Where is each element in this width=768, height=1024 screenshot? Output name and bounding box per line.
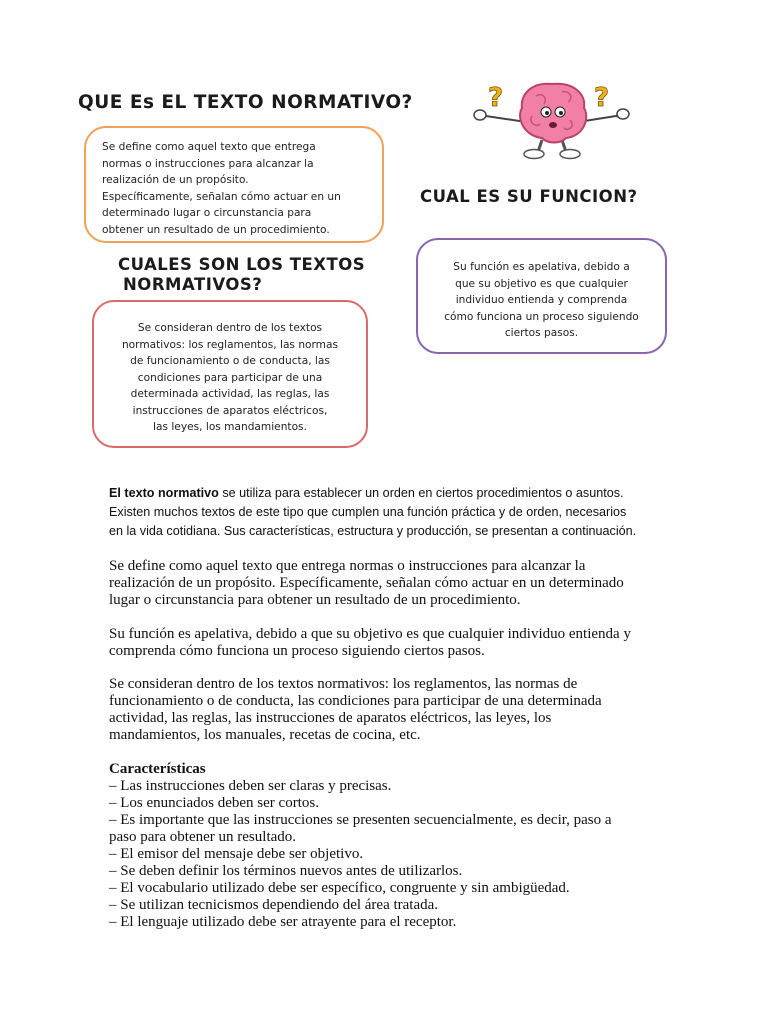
function-line: individuo entienda y comprenda	[455, 294, 628, 306]
intro-line	[109, 484, 709, 503]
caracteristica-item: – El lenguaje utilizado debe ser atrayente para el receptor.	[109, 914, 457, 930]
definition-box	[84, 126, 384, 243]
caracteristica-item: – Se deben definir los términos nuevos antes de utilizarlos.	[109, 863, 463, 879]
intro-line: Existen muchos textos de este tipo que cumplen una función práctica y de orden, necesarios	[109, 505, 627, 519]
caracteristica-item: – Es importante que las instrucciones se presenten secuencialmente, es decir, paso a	[109, 812, 612, 828]
definition-line: Específicamente, señalan cómo actuar en un	[102, 190, 341, 203]
definition-line: determinado lugar o circunstancia para	[102, 207, 312, 219]
heading-cuales	[118, 255, 365, 295]
cuales-line: Se consideran dentro de los textos	[137, 322, 323, 334]
cuales-box	[92, 300, 368, 448]
paragraph-line: Se consideran dentro de los textos normativos: los reglamentos, las normas de	[109, 676, 578, 692]
caracteristica-item: paso para obtener un resultado.	[109, 829, 297, 845]
svg-text:?: ?	[488, 83, 504, 113]
paragraph-line: funcionamiento o de conducta, las condiciones para participar de una determinada	[109, 693, 602, 709]
caracteristicas-title: Características	[109, 761, 206, 777]
caracteristicas-section	[109, 761, 709, 931]
intro-line-rest: se utiliza para establecer un orden en ciertos procedimientos o asuntos.	[218, 486, 624, 500]
caracteristica-item: – El emisor del mensaje debe ser objetivo.	[109, 846, 364, 862]
caracteristica-item: – Los enunciados deben ser cortos.	[109, 795, 319, 811]
caracteristica-item: – Se utilizan tecnicismos dependiendo del área tratada.	[109, 897, 439, 913]
svg-text:?: ?	[594, 83, 610, 113]
cuales-line: instrucciones de aparatos eléctricos,	[132, 404, 328, 417]
cuales-line: las leyes, los mandamientos.	[153, 421, 307, 433]
paragraph-line: lugar o circunstancia para obtener un resultado de un procedimiento.	[109, 592, 521, 608]
intro-paragraph	[109, 484, 709, 541]
paragraph-line: realización de un propósito. Específicamente, señalan cómo actuar en un determinado	[109, 575, 624, 591]
paragraph-line: Su función es apelativa, debido a que su objetivo es que cualquier individuo entienda y	[109, 626, 631, 642]
cuales-line: normativos: los reglamentos, las normas	[121, 338, 339, 351]
heading-cual-funcion: CUAL ES SU FUNCION?	[420, 187, 638, 206]
function-line: cómo funciona un proceso siguiendo	[444, 310, 639, 323]
definition-line: Se define como aquel texto que entrega	[102, 141, 316, 153]
caracteristica-item: – El vocabulario utilizado debe ser específico, congruente y sin ambigüedad.	[109, 880, 570, 896]
heading-cuales-line: CUALES SON LOS TEXTOS	[118, 255, 366, 274]
paragraph-line: mandamientos, los manuales, recetas de cocina, etc.	[109, 727, 421, 743]
paragraph-function	[109, 626, 709, 660]
paragraph-line: comprenda cómo funciona un proceso siguiendo ciertos pasos.	[109, 643, 485, 659]
definition-line: normas o instrucciones para alcanzar la	[102, 157, 314, 170]
heading-cuales-line: NORMATIVOS?	[123, 275, 263, 294]
function-line: ciertos pasos.	[504, 327, 579, 339]
function-line: que su objetivo es que cualquier	[455, 277, 628, 290]
paragraph-line: actividad, las reglas, las instrucciones de aparatos eléctricos, las leyes, los	[109, 710, 552, 726]
cuales-line: determinada actividad, las reglas, las	[130, 388, 330, 400]
paragraph-cuales	[109, 676, 709, 744]
intro-bold-term: El texto normativo	[109, 486, 219, 500]
heading-que-es: QUE Es EL TEXTO NORMATIVO?	[78, 92, 413, 113]
function-line: Su función es apelativa, debido a	[453, 261, 630, 273]
cuales-line: condiciones para participar de una	[137, 371, 323, 384]
confused-brain-icon	[466, 78, 638, 160]
caracteristica-item: – Las instrucciones deben ser claras y precisas.	[109, 778, 392, 794]
cuales-line: de funcionamiento o de conducta, las	[130, 355, 330, 367]
paragraph-line: Se define como aquel texto que entrega normas o instrucciones para alcanzar la	[109, 558, 586, 574]
definition-line: obtener un resultado de un procedimiento.	[102, 223, 330, 236]
function-box	[416, 238, 667, 354]
definition-line: realización de un propósito.	[102, 174, 249, 186]
paragraph-definition	[109, 558, 709, 609]
intro-line: en la vida cotidiana. Sus características, estructura y producción, se presentan a continuación.	[109, 524, 637, 538]
